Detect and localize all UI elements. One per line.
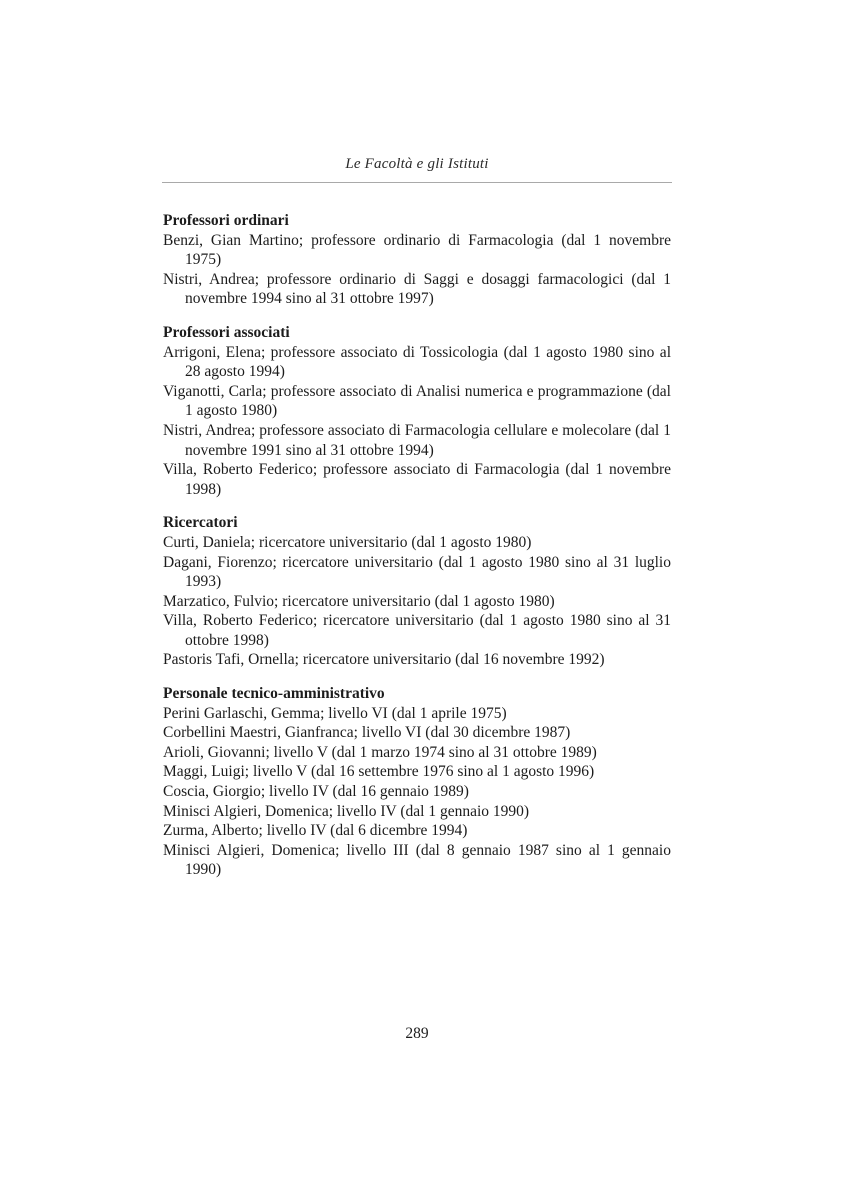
- faculty-entry: Arrigoni, Elena; professore associato di Tossicologia (dal 1 agosto 1980 sino al 28 agosto 1994): [163, 343, 671, 381]
- faculty-entry: Marzatico, Fulvio; ricercatore universitario (dal 1 agosto 1980): [163, 592, 555, 610]
- page-content: [163, 211, 671, 880]
- section-heading: Professori ordinari: [163, 212, 289, 229]
- faculty-entry: Nistri, Andrea; professore associato di Farmacologia cellulare e molecolare (dal 1 novembre 1991 sino al 31 ottobre 1994): [163, 421, 671, 459]
- section-heading: Professori associati: [163, 323, 290, 341]
- section-heading: Personale tecnico-amministrativo: [163, 685, 385, 703]
- faculty-entry: Nistri, Andrea; professore ordinario di Saggi e dosaggi farmacologici (dal 1 novembre 1994 sino al 31 ottobre 1997): [163, 270, 671, 308]
- faculty-entry: Viganotti, Carla; professore associato di Analisi numerica e programmazione (dal 1 agosto 1980): [163, 382, 671, 420]
- section-personale-tecnico-amministrativo: [163, 684, 671, 880]
- faculty-entry: Minisci Algieri, Domenica; livello IV (dal 1 gennaio 1990): [163, 802, 530, 820]
- page-number: 289: [405, 1025, 429, 1042]
- faculty-entry: Zurma, Alberto; livello IV (dal 6 dicembre 1994): [163, 822, 468, 840]
- faculty-entry: Pastoris Tafi, Ornella; ricercatore universitario (dal 16 novembre 1992): [163, 651, 605, 669]
- faculty-entry: Coscia, Giorgio; livello IV (dal 16 gennaio 1989): [163, 783, 469, 801]
- faculty-entry: Minisci Algieri, Domenica; livello III (dal 8 gennaio 1987 sino al 1 gennaio 1990): [163, 841, 671, 879]
- faculty-entry: Villa, Roberto Federico; ricercatore universitario (dal 1 agosto 1980 sino al 31 ottobre 1998): [163, 612, 671, 649]
- faculty-entry: Arioli, Giovanni; livello V (dal 1 marzo 1974 sino al 31 ottobre 1989): [163, 743, 597, 761]
- section-heading: Ricercatori: [163, 514, 238, 532]
- faculty-entry: Villa, Roberto Federico; professore associato di Farmacologia (dal 1 novembre 1998): [163, 461, 671, 498]
- faculty-entry: Benzi, Gian Martino; professore ordinario di Farmacologia (dal 1 novembre 1975): [163, 231, 671, 269]
- section-ricercatori: [163, 513, 671, 670]
- faculty-entry: Perini Garlaschi, Gemma; livello VI (dal 1 aprile 1975): [163, 704, 507, 722]
- section-professori-associati: [163, 323, 671, 499]
- running-header: Le Facoltà e gli Istituti: [345, 156, 489, 172]
- faculty-entry: Maggi, Luigi; livello V (dal 16 settembre 1976 sino al 1 agosto 1996): [163, 763, 595, 781]
- faculty-entry: Corbellini Maestri, Gianfranca; livello VI (dal 30 dicembre 1987): [163, 724, 571, 742]
- faculty-entry: Curti, Daniela; ricercatore universitario (dal 1 agosto 1980): [163, 533, 532, 551]
- faculty-entry: Dagani, Fiorenzo; ricercatore universitario (dal 1 agosto 1980 sino al 31 luglio 1993): [163, 553, 671, 591]
- section-professori-ordinari: [163, 211, 671, 309]
- header-rule: [162, 182, 672, 183]
